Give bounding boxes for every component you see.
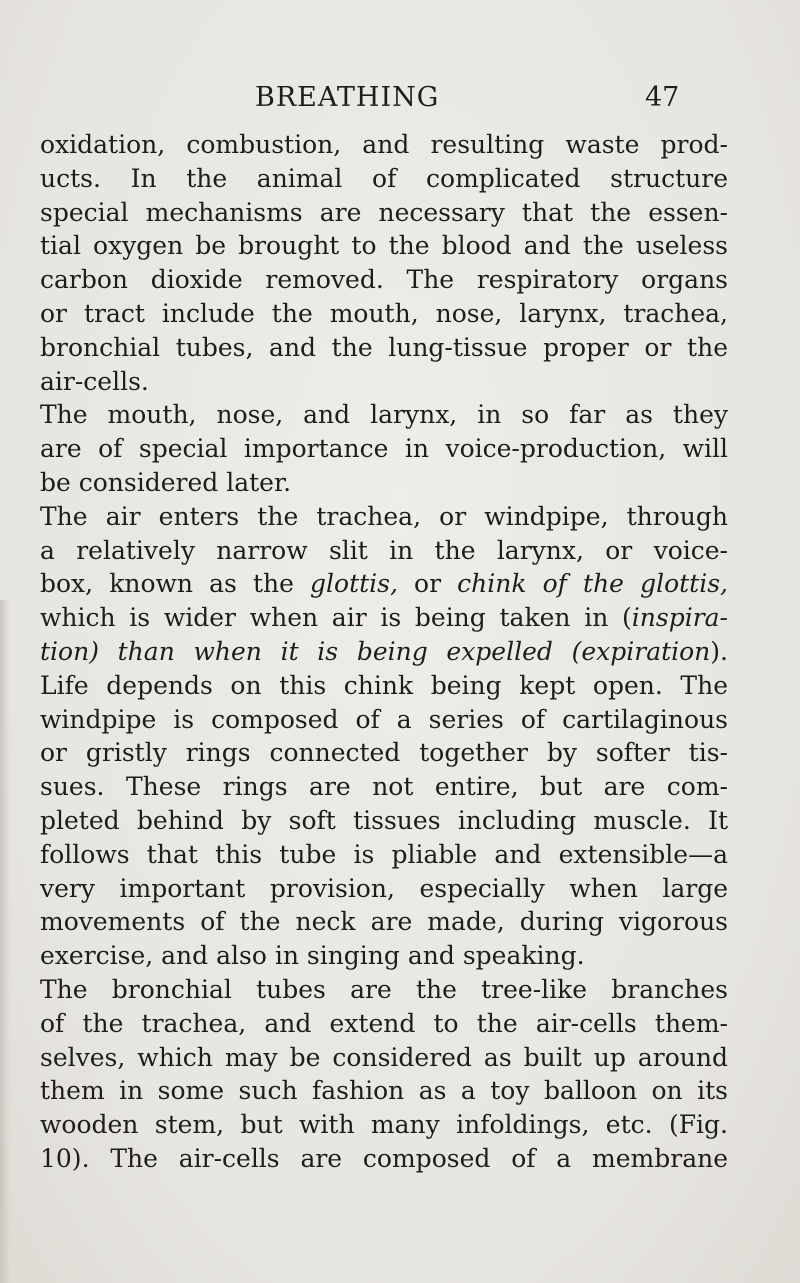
text-line: of the trachea, and extend to the air-cells them- xyxy=(40,1008,728,1038)
italic-term-expiration: expiration xyxy=(581,636,711,666)
text-line-mixed xyxy=(40,601,728,635)
text-line: movements of the neck are made, during vigorous xyxy=(40,907,728,937)
chapter-title: BREATHING xyxy=(255,82,440,113)
text-line-mixed xyxy=(40,635,728,669)
text-line: tial oxygen be brought to the blood and the useless xyxy=(40,231,728,261)
text-line: sues. These rings are not entire, but are com- xyxy=(40,772,728,802)
text-line: windpipe is composed of a series of cartilaginous xyxy=(40,704,728,734)
text-line: wooden stem, but with many infoldings, etc. (Fig. xyxy=(40,1110,728,1140)
text-line: a relatively narrow slit in the larynx, or voice- xyxy=(40,535,728,565)
text-line: them in some such fashion as a toy balloon on its xyxy=(40,1076,728,1106)
text-segment: ). xyxy=(710,636,728,666)
text-line: or gristly rings connected together by softer tis- xyxy=(40,738,728,768)
text-line: air-cells. xyxy=(40,366,149,396)
text-line: selves, which may be considered as built up around xyxy=(40,1042,728,1072)
text-line: bronchial tubes, and the lung-tissue proper or the xyxy=(40,332,728,362)
italic-term-inspiration: inspira- xyxy=(631,603,728,633)
text-segment: tion) than when it is being expelled ( xyxy=(40,636,582,666)
text-line: very important provision, especially when large xyxy=(40,873,728,903)
text-line: exercise, and also in singing and speaking. xyxy=(40,941,585,971)
text-line: special mechanisms are necessary that the essen- xyxy=(40,197,728,227)
text-line-mixed xyxy=(40,567,728,601)
page-number: 47 xyxy=(645,82,680,113)
page-edge-shadow xyxy=(0,600,10,1283)
text-segment: which is wider when air is being taken in ( xyxy=(40,603,632,633)
text-line: carbon dioxide removed. The respiratory organs xyxy=(40,265,728,295)
text-line: pleted behind by soft tissues including muscle. It xyxy=(40,805,728,835)
text-line: 10). The air-cells are composed of a membrane xyxy=(40,1143,728,1173)
text-line: Life depends on this chink being kept open. The xyxy=(40,670,728,700)
text-line: oxidation, combustion, and resulting waste prod- xyxy=(40,130,728,159)
text-line: are of special importance in voice-production, will xyxy=(40,434,728,464)
italic-term-chink: chink of the glottis, xyxy=(457,569,728,599)
body-text xyxy=(40,128,728,1176)
text-line: The mouth, nose, and larynx, in so far as they xyxy=(40,400,728,430)
text-line: be considered later. xyxy=(40,467,292,497)
text-segment: or xyxy=(397,569,458,599)
running-head xyxy=(0,78,800,118)
text-line: follows that this tube is pliable and extensible—a xyxy=(40,839,728,869)
text-line: ucts. In the animal of complicated structure xyxy=(40,163,728,193)
text-segment: box, known as the xyxy=(40,569,311,599)
text-line: The bronchial tubes are the tree-like branches xyxy=(40,974,728,1004)
italic-term-glottis: glottis, xyxy=(310,569,398,599)
text-line: The air enters the trachea, or windpipe, through xyxy=(40,501,728,531)
text-line: or tract include the mouth, nose, larynx, trachea, xyxy=(40,298,728,328)
